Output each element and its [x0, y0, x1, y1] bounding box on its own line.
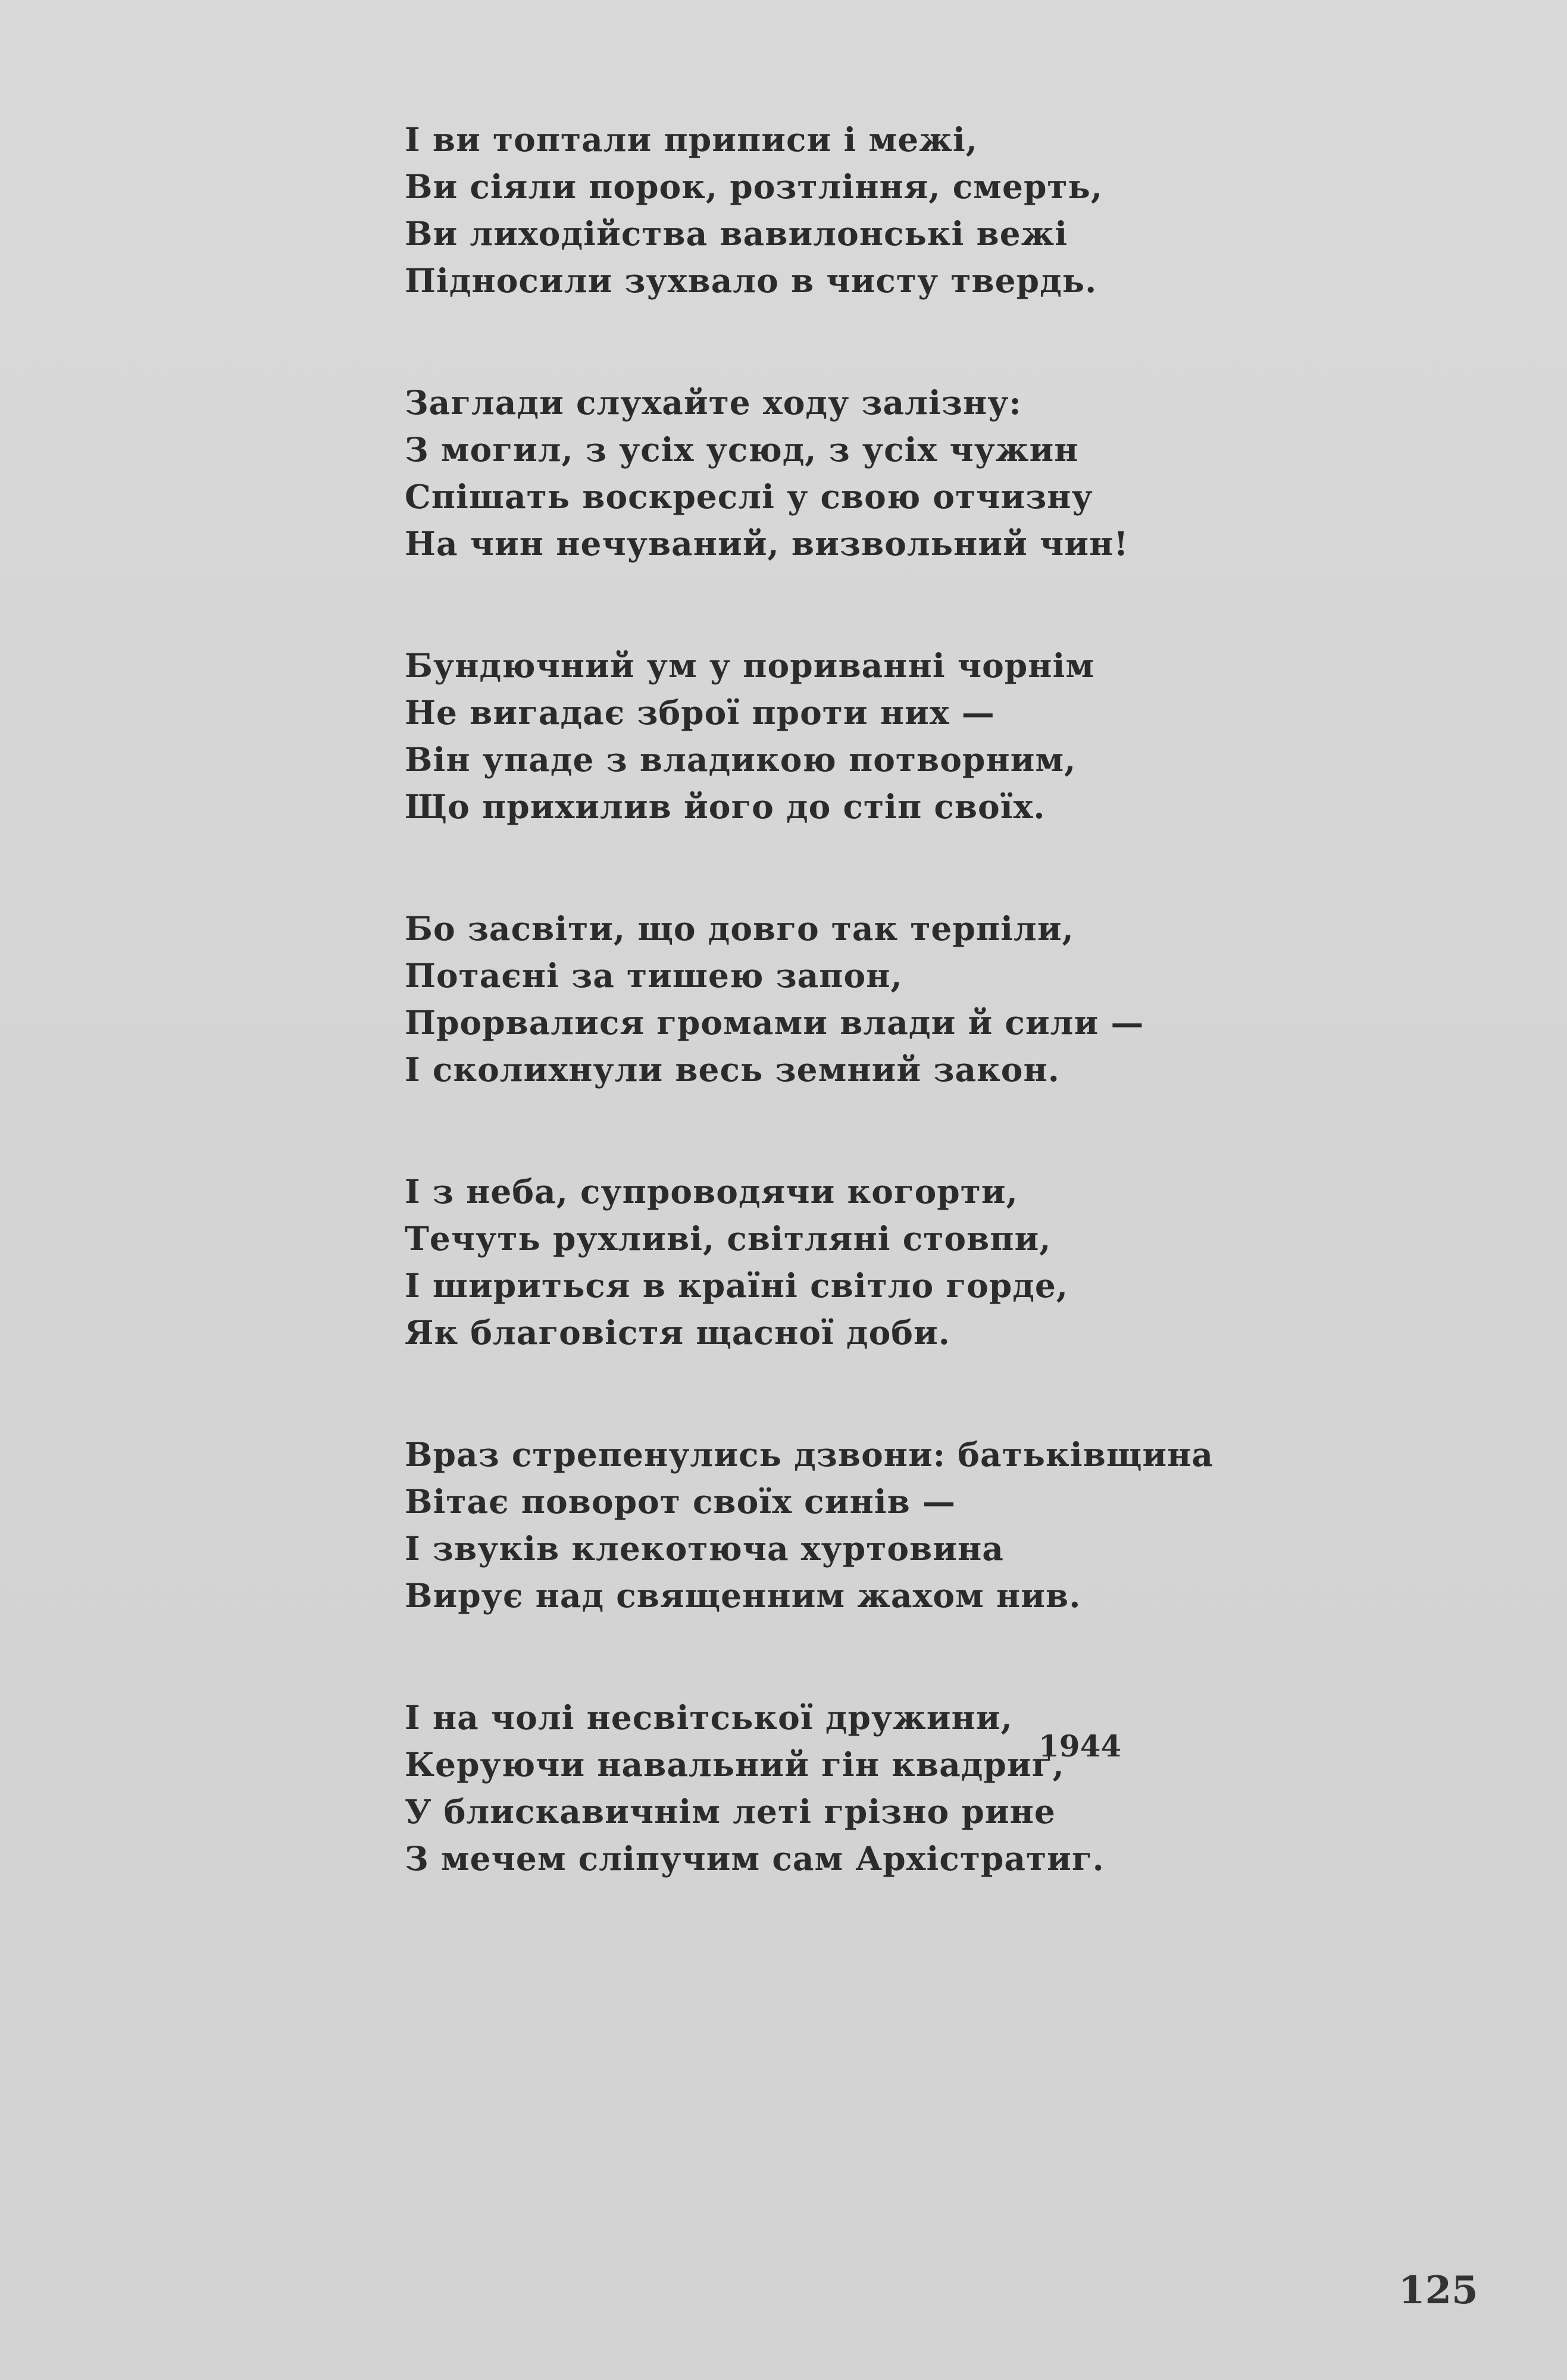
stanza-2: [405, 379, 1238, 567]
poem-line: Ви сіяли порок, розтління, смерть,: [405, 167, 1103, 206]
poem-line: Керуючи навальний гін квадриґ,: [405, 1745, 1065, 1784]
stanza-1: [405, 116, 1238, 304]
poem-line: Враз стрепенулись дзвони: батьківщина: [405, 1435, 1214, 1474]
poem-date: 1944: [1039, 1728, 1122, 1764]
stanza-5: [405, 1168, 1238, 1356]
poem-line: Як благовістя щасної доби.: [405, 1313, 950, 1352]
poem-line: Не вигадає зброї проти них —: [405, 693, 995, 732]
poem-line: Бо засвіти, що довго так терпіли,: [405, 909, 1074, 948]
stanza-4: [405, 905, 1238, 1093]
stanza-3: [405, 642, 1238, 830]
poem-line: Вітає поворот своїх синів —: [405, 1482, 956, 1521]
poem: [405, 116, 1238, 1906]
stanza-6: [405, 1431, 1238, 1619]
poem-line: Заглади слухайте ходу залізну:: [405, 383, 1022, 422]
poem-line: І сколихнули весь земний закон.: [405, 1050, 1060, 1089]
poem-line: Підносили зухвало в чисту твердь.: [405, 261, 1097, 300]
poem-line: Спішать воскреслі у свою отчизну: [405, 477, 1093, 516]
poem-line: Прорвалися громами влади й сили —: [405, 1003, 1144, 1042]
poem-line: Вирує над священним жахом нив.: [405, 1576, 1081, 1615]
poem-line: З могил, з усіх усюд, з усіх чужин: [405, 430, 1079, 469]
poem-line: Бундючний ум у пориванні чорнім: [405, 646, 1095, 685]
poem-line: Течуть рухливі, світляні стовпи,: [405, 1219, 1052, 1258]
poem-line: З мечем сліпучим сам Архістратиг.: [405, 1839, 1105, 1878]
poem-line: На чин нечуваний, визвольний чин!: [405, 524, 1129, 563]
poem-line: Що прихилив його до стіп своїх.: [405, 787, 1046, 826]
poem-line: І шириться в країні світло горде,: [405, 1266, 1069, 1305]
poem-line: Ви лиходійства вавилонські вежі: [405, 214, 1068, 253]
poem-line: Потаєні за тишею запон,: [405, 956, 903, 995]
stanza-7: [405, 1694, 1238, 1882]
poem-line: І на чолі несвітської дружини,: [405, 1698, 1013, 1737]
poem-line: І з неба, супроводячи когорти,: [405, 1172, 1018, 1211]
poem-line: У блискавичнім леті грізно рине: [405, 1792, 1056, 1831]
poem-line: І ви топтали приписи і межі,: [405, 120, 978, 159]
page-number: 125: [1399, 2268, 1478, 2313]
poem-line: Він упаде з владикою потворним,: [405, 740, 1077, 779]
poem-line: І звуків клекотюча хуртовина: [405, 1529, 1004, 1568]
